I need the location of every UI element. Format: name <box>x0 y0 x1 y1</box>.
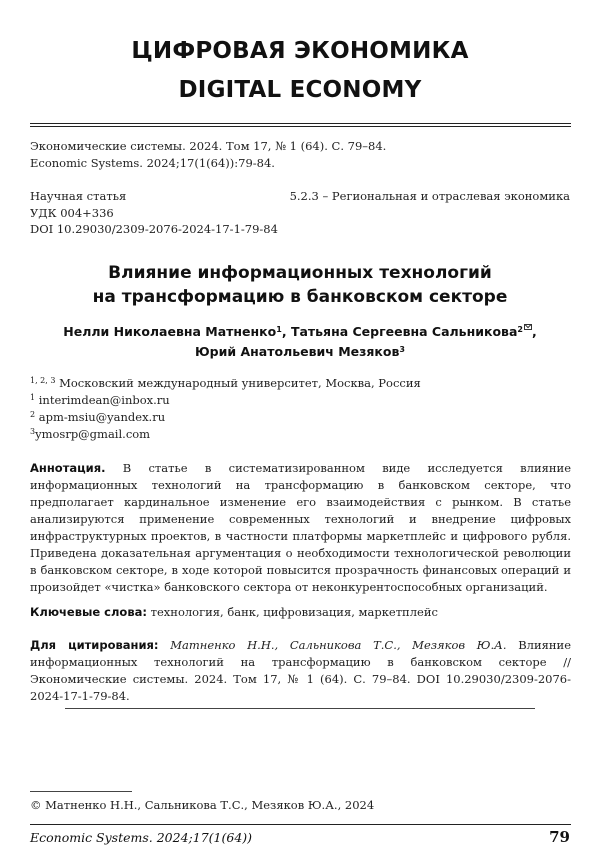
citation-ru: Экономические системы. 2024. Том 17, № 1 (64). С. 79–84. <box>30 139 387 153</box>
footer-rule <box>30 824 571 825</box>
author-3-sup: 3 <box>399 345 405 354</box>
copyright: © Матненко Н.Н., Сальникова Т.С., Мезяков Ю.А., 2024 <box>30 798 375 812</box>
author-2-sup: 2 <box>517 325 523 334</box>
author-separator: , <box>281 324 291 339</box>
header-rule-bottom <box>30 126 571 127</box>
email-3-sup: 3 <box>30 427 36 436</box>
email-1-line <box>30 392 170 408</box>
keywords <box>30 604 571 621</box>
journal-header-en: DIGITAL ECONOMY <box>178 77 422 103</box>
affiliation <box>30 375 421 391</box>
author-3: Юрий Анатольевич Мезяков <box>195 344 400 359</box>
footer-journal: Economic Systems. 2024;17(1(64)) <box>30 830 253 845</box>
article-section: 5.2.3 – Региональная и отраслевая экономика <box>289 189 570 203</box>
section-divider <box>65 708 535 709</box>
abstract <box>30 460 571 596</box>
udk: УДК 004+336 <box>30 206 114 220</box>
doi: DOI 10.29030/2309-2076-2024-17-1-79-84 <box>30 222 278 236</box>
article-title-line2: на трансформацию в банковском секторе <box>92 287 508 307</box>
keywords-label: Ключевые слова: <box>30 605 147 619</box>
page-number: 79 <box>549 828 570 846</box>
abstract-text: В статье в систематизированном виде исследуется влияние информационных технологий на трансформацию в банковском секторе, что предполагает кардинальное изменение его взаимодействия с рынком. В статье анализируются применение современных технологий и внедрение цифровых инфраструктурных проектов, в частности платформы маркетплейс и цифрового рубля. Приведена доказательная аргументация о необходимости технологической революции в банковском секторе, в ходе которой повысится прозрачность финансовых операций и произойдет «чистка» банковского сектора от неконкурентоспособных организаций. <box>30 461 572 594</box>
email-1[interactable]: interimdean@inbox.ru <box>38 393 170 407</box>
author-1: Нелли Николаевна Матненко <box>63 324 277 339</box>
journal-header-ru: ЦИФРОВАЯ ЭКОНОМИКА <box>131 38 469 64</box>
citation-en: Economic Systems. 2024;17(1(64)):79-84. <box>30 156 275 170</box>
affiliation-sup: 1, 2, 3 <box>30 376 56 385</box>
email-3-line <box>30 426 150 442</box>
envelope-icon <box>524 324 532 330</box>
article-type: Научная статья <box>30 189 127 203</box>
cite-text: Влияние информационных технологий на трансформацию в банковском секторе // Экономические системы. 2024. Том 17, № 1 (64). С. 79–84. DOI 10.29030/2309-2076-2024-17-1-79-84. <box>30 638 572 703</box>
email-3[interactable]: ymosrp@gmail.com <box>35 427 151 441</box>
affiliation-text: Московский международный университет, Москва, Россия <box>59 376 421 390</box>
citation-block <box>30 637 571 705</box>
header-rule-top <box>30 123 571 124</box>
author-1-sup: 1 <box>276 325 282 334</box>
author-2: Татьяна Сергеевна Сальникова <box>290 324 518 339</box>
article-title-line1: Влияние информационных технологий <box>108 263 492 283</box>
email-2-line <box>30 409 165 425</box>
cite-label: Для цитирования: <box>30 638 159 652</box>
cite-authors: Матненко Н.Н., Сальникова Т.С., Мезяков Ю.А. <box>170 638 507 652</box>
keywords-text: технология, банк, цифровизация, маркетплейс <box>150 605 438 619</box>
footnote-rule <box>30 791 132 792</box>
authors-line1: Нелли Николаевна Матненко$^1$, Татьяна Сергеевна Сальникова$^2$ , <box>63 324 537 339</box>
authors-line2 <box>0 342 600 362</box>
email-2-sup: 2 <box>30 410 36 419</box>
abstract-label: Аннотация. <box>30 461 106 475</box>
email-2[interactable]: apm-msiu@yandex.ru <box>38 410 166 424</box>
email-1-sup: 1 <box>30 393 36 402</box>
